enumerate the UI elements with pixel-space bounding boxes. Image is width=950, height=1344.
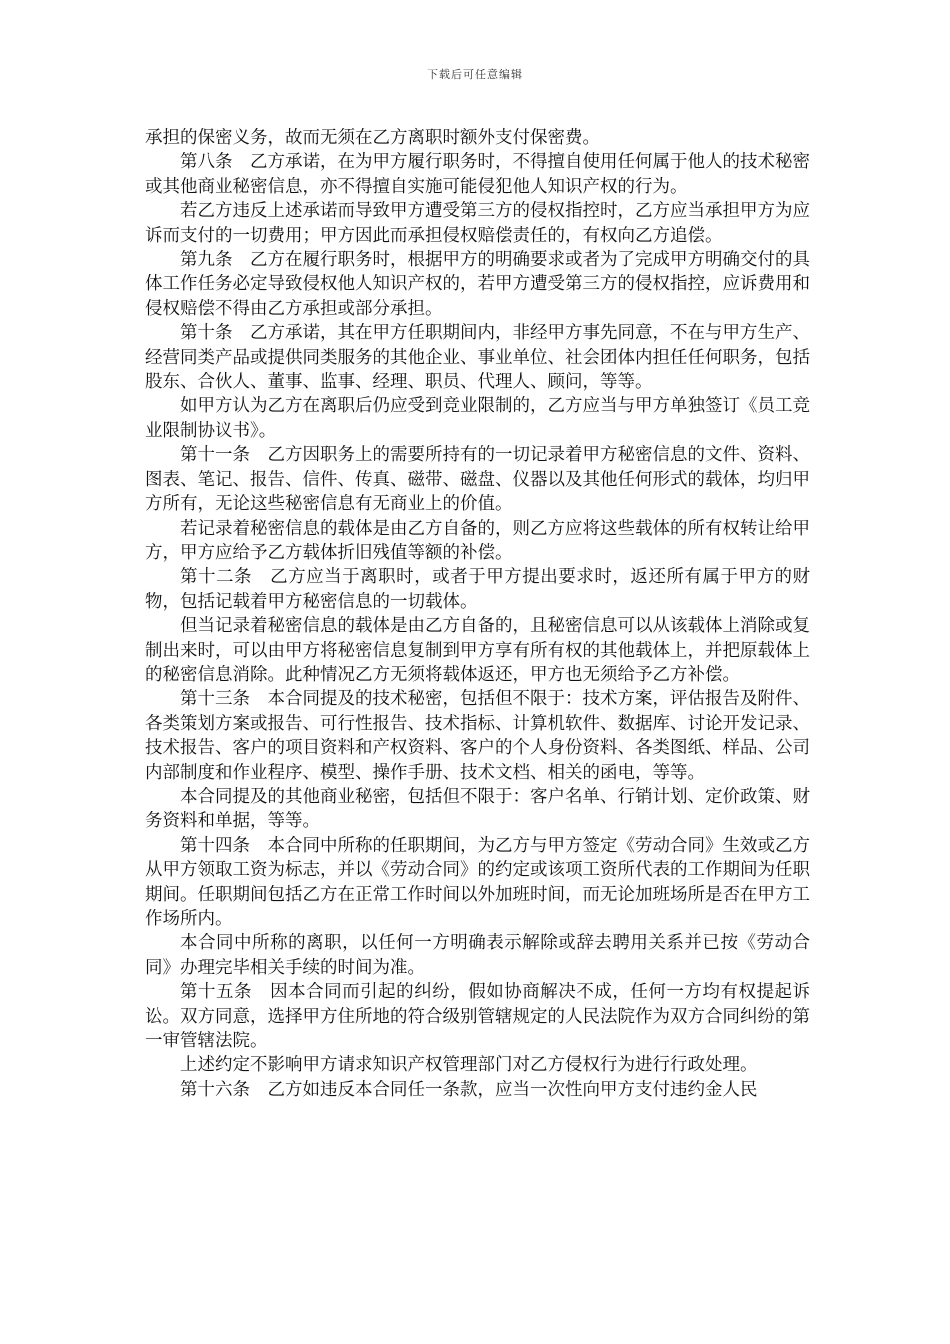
paragraph-article-11-clause: 若记录着秘密信息的载体是由乙方自备的，则乙方应将这些载体的所有权转让给甲方，甲方应给予乙方载体折旧残值等额的补偿。: [145, 518, 810, 563]
page-header-note: 下载后可任意编辑: [427, 68, 523, 81]
document-body: [145, 126, 810, 1102]
paragraph-article-15-clause: 上述约定不影响甲方请求知识产权管理部门对乙方侵权行为进行行政处理。: [180, 1055, 758, 1076]
paragraph-article-8-clause: 若乙方违反上述承诺而导致甲方遭受第三方的侵权指控时，乙方应当承担甲方为应诉而支付的一切费用；甲方因此而承担侵权赔偿责任的，有权向乙方追偿。: [145, 201, 810, 246]
paragraph-article-13-clause: 本合同提及的其他商业秘密，包括但不限于：客户名单、行销计划、定价政策、财务资料和单据，等等。: [145, 786, 810, 832]
paragraph-article-12-clause: 但当记录着秘密信息的载体是由乙方自备的，且秘密信息可以从该载体上消除或复制出来时，可以由甲方将秘密信息复制到甲方享有所有权的其他载体上，并把原载体上的秘密信息消除。此种情况乙方无须将载体返还，甲方也无须给予乙方补偿。: [145, 616, 810, 685]
paragraph-article-9: 第九条 乙方在履行职务时，根据甲方的明确要求或者为了完成甲方明确交付的具体工作任务必定导致侵权他人知识产权的，若甲方遭受第三方的侵权指控，应诉费用和侵权赔偿不得由乙方承担或部分承担。: [145, 250, 810, 319]
paragraph-article-14-clause: 本合同中所称的离职，以任何一方明确表示解除或辞去聘用关系并已按《劳动合同》办理完毕相关手续的时间为准。: [145, 933, 810, 978]
paragraph-article-14: 第十四条 本合同中所称的任职期间，为乙方与甲方签定《劳动合同》生效或乙方从甲方领取工资为标志，并以《劳动合同》的约定或该项工资所代表的工作期间为任职期间。任职期间包括乙方在正常工作时间以外加班时间，而无论加班场所是否在甲方工作场所内。: [145, 835, 810, 929]
paragraph-article-13: 第十三条 本合同提及的技术秘密，包括但不限于：技术方案，评估报告及附件、各类策划方案或报告、可行性报告、技术指标、计算机软件、数据库、讨论开发记录、技术报告、客户的项目资料和产权资料、客户的个人身份资料、各类图纸、样品、公司内部制度和作业程序、模型、操作手册、技术文档、相关的函电，等等。: [145, 689, 810, 783]
paragraph-article-15: 第十五条 因本合同而引起的纠纷，假如协商解决不成，任何一方均有权提起诉讼。双方同意，选择甲方住所地的符合级别管辖规定的人民法院作为双方合同纠纷的第一审管辖法院。: [145, 982, 810, 1052]
paragraph-article-11: 第十一条 乙方因职务上的需要所持有的一切记录着甲方秘密信息的文件、资料、图表、笔记、报告、信件、传真、磁带、磁盘、仪器以及其他任何形式的载体，均归甲方所有，无论这些秘密信息有无商业上的价值。: [145, 445, 810, 515]
paragraph-continuation: 承担的保密义务，故而无须在乙方离职时额外支付保密费。: [145, 128, 600, 148]
paragraph-article-10: 第十条 乙方承诺，其在甲方任职期间内，非经甲方事先同意，不在与甲方生产、经营同类产品或提供同类服务的其他企业、事业单位、社会团体内担任任何职务，包括股东、合伙人、董事、监事、经理、职员、代理人、顾问，等等。: [145, 323, 810, 393]
paragraph-article-8: 第八条 乙方承诺，在为甲方履行职务时，不得擅自使用任何属于他人的技术秘密或其他商业秘密信息，亦不得擅自实施可能侵犯他人知识产权的行为。: [145, 152, 810, 197]
paragraph-article-16: 第十六条 乙方如违反本合同任一条款，应当一次性向甲方支付违约金人民: [180, 1079, 758, 1100]
paragraph-article-10-clause: 如甲方认为乙方在离职后仍应受到竞业限制的，乙方应当与甲方单独签订《员工竞业限制协议书》。: [145, 396, 810, 441]
paragraph-article-12: 第十二条 乙方应当于离职时，或者于甲方提出要求时，返还所有属于甲方的财物，包括记载着甲方秘密信息的一切载体。: [145, 567, 810, 612]
